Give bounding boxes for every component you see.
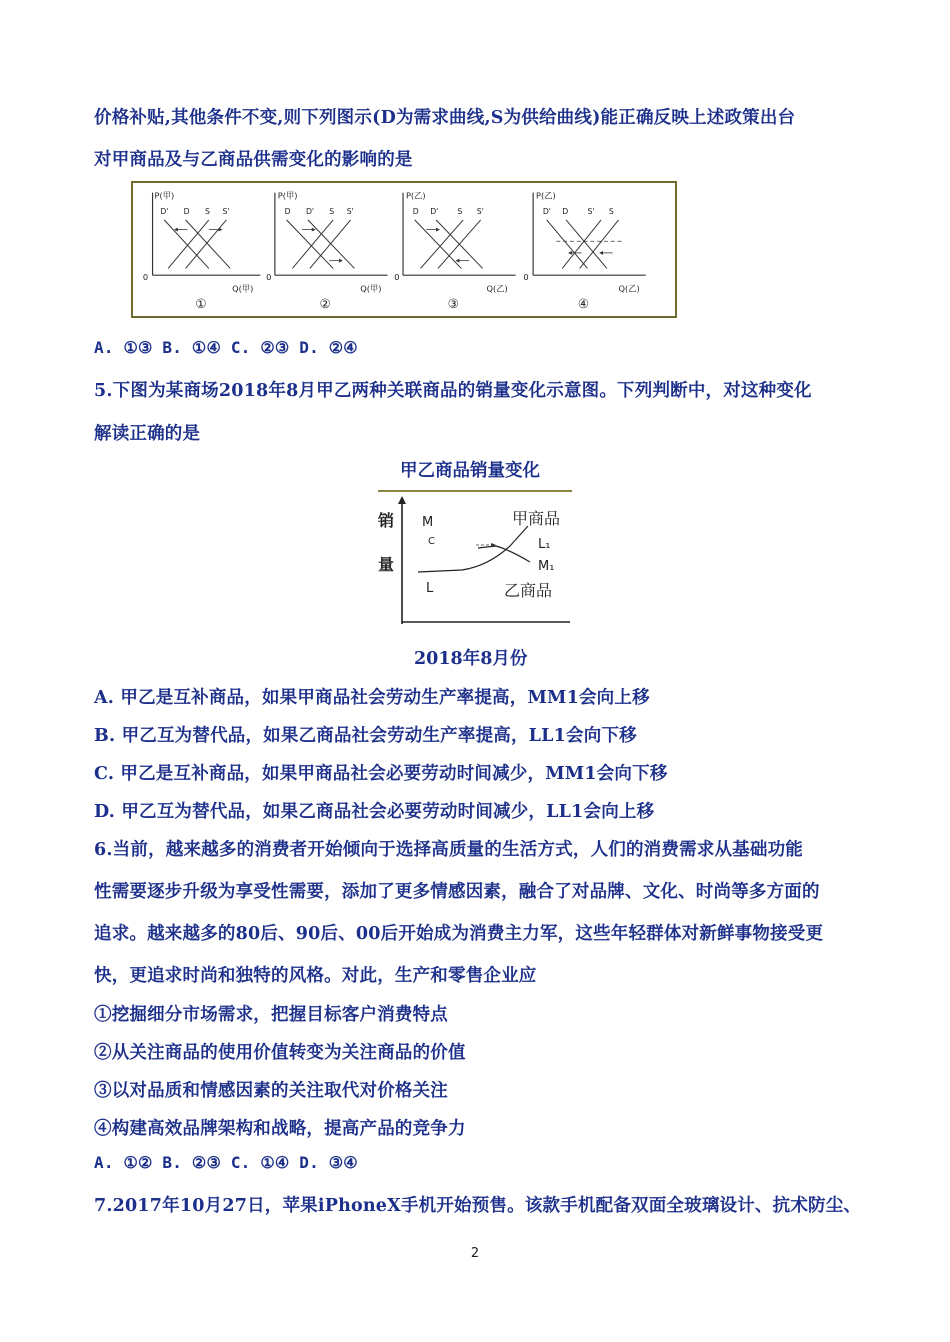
q6-text-line1: 6.当前，越来越多的消费者开始倾向于选择高质量的生活方式，人们的消费需求从基础功能 bbox=[94, 840, 803, 860]
q6-item-2: ②从关注商品的使用价值转变为关注商品的价值 bbox=[94, 1043, 466, 1063]
figure2-xlabel: 2018年8月份 bbox=[414, 649, 528, 669]
panel-4-number: ④ bbox=[577, 296, 590, 312]
panel-3-curve-label-4: S' bbox=[476, 207, 484, 217]
q6-item-1: ①挖掘细分市场需求，把握目标客户消费特点 bbox=[94, 1005, 448, 1025]
panel-3-curve-label-1: D bbox=[412, 207, 419, 217]
q6-options: A. ①② B. ②③ C. ①④ D. ③④ bbox=[94, 1153, 358, 1172]
q5-option-b: B. 甲乙互为替代品，如果乙商品社会劳动生产率提高，LL1会向下移 bbox=[94, 726, 637, 746]
panel-3-ylabel: P(乙) bbox=[405, 190, 426, 201]
panel-2-curve-label-2: D' bbox=[305, 207, 315, 217]
q5-option-d: D. 甲乙互为替代品，如果乙商品社会必要劳动时间减少，LL1会向上移 bbox=[94, 802, 655, 822]
panel-2-number: ② bbox=[319, 296, 331, 312]
panel-3-curve-label-3: S bbox=[457, 207, 463, 217]
q6-text-line4: 快，更追求时尚和独特的风格。对此，生产和零售企业应 bbox=[94, 966, 537, 986]
q5-option-a: A. 甲乙是互补商品，如果甲商品社会劳动生产率提高，MM1会向上移 bbox=[94, 688, 650, 708]
label-M1: M₁ bbox=[538, 559, 555, 574]
panel-4-curve-label-3: S' bbox=[587, 207, 595, 217]
panel-4-xlabel: Q(乙) bbox=[618, 283, 640, 294]
panel-2-curve-label-3: S bbox=[329, 207, 335, 217]
panel-3-number: ③ bbox=[447, 296, 459, 312]
series-a-label: 甲商品 bbox=[512, 509, 561, 528]
panel-1-curve-label-3: S bbox=[204, 207, 210, 217]
panel-4-curve-label-4: S bbox=[608, 207, 614, 217]
panel-4-origin: 0 bbox=[523, 272, 529, 283]
supply-demand-svg bbox=[133, 183, 675, 316]
panel-1-ylabel: P(甲) bbox=[154, 190, 175, 201]
q6-text-line2: 性需要逐步升级为享受性需要，添加了更多情感因素，融合了对品牌、文化、时尚等多方面的 bbox=[94, 882, 820, 902]
panel-2-xlabel: Q(甲) bbox=[360, 283, 382, 294]
panel-3-xlabel: Q(乙) bbox=[486, 283, 508, 294]
q5-option-c: C. 甲乙是互补商品，如果甲商品社会必要劳动时间减少，MM1会向下移 bbox=[94, 764, 668, 784]
q6-text-line3: 追求。越来越多的80后、90后、00后开始成为消费主力军，这些年轻群体对新鲜事物接受更 bbox=[94, 924, 824, 944]
figure2-ylabel-bottom: 量 bbox=[378, 555, 395, 574]
page-number: 2 bbox=[470, 1246, 480, 1261]
panel-4-curve-label-2: D bbox=[562, 207, 569, 217]
panel-3-curve-label-2: D' bbox=[430, 207, 439, 217]
q4-options: A. ①③ B. ①④ C. ②③ D. ②④ bbox=[94, 338, 358, 357]
label-L1: L₁ bbox=[538, 537, 551, 552]
label-C: C bbox=[428, 536, 435, 547]
panel-1-curve-label-4: S' bbox=[222, 207, 230, 217]
panel-1-xlabel: Q(甲) bbox=[232, 283, 254, 294]
q5-text-line2: 解读正确的是 bbox=[94, 424, 201, 444]
label-M: M bbox=[422, 515, 434, 530]
supply-demand-figure bbox=[131, 181, 677, 318]
figure2-title: 甲乙商品销量变化 bbox=[400, 461, 540, 481]
panel-1 bbox=[143, 191, 260, 312]
q6-item-4: ④构建高效品牌架构和战略，提高产品的竞争力 bbox=[94, 1119, 466, 1139]
panel-2-curve-label-1: D bbox=[284, 207, 291, 217]
figure2-ylabel-top: 销 bbox=[378, 511, 395, 530]
panel-4-curve-label-1: D' bbox=[542, 207, 551, 217]
panel-2 bbox=[266, 191, 387, 312]
series-line-m bbox=[478, 546, 530, 562]
panel-1-curve-label-2: D bbox=[183, 207, 190, 217]
q5-text-line1: 5.下图为某商场2018年8月甲乙两种关联商品的销量变化示意图。下列判断中，对这种变化 bbox=[94, 381, 812, 401]
panel-4-ylabel: P(乙) bbox=[536, 190, 556, 201]
sales-change-svg bbox=[370, 488, 580, 628]
y-axis-arrow bbox=[398, 496, 406, 504]
q4-text-line1: 价格补贴,其他条件不变,则下列图示(D为需求曲线,S为供给曲线)能正确反映上述政策出台 bbox=[94, 108, 796, 128]
series-line-l bbox=[418, 526, 528, 572]
panel-2-ylabel: P(甲) bbox=[277, 190, 298, 201]
panel-2-origin: 0 bbox=[266, 272, 272, 283]
panel-3-origin: 0 bbox=[394, 272, 400, 283]
panel-1-curve-label-1: D' bbox=[160, 207, 169, 217]
sales-change-figure bbox=[370, 488, 580, 628]
q4-text-line2: 对甲商品及与乙商品供需变化的影响的是 bbox=[94, 150, 413, 170]
panel-1-origin: 0 bbox=[142, 272, 149, 283]
series-b-label: 乙商品 bbox=[504, 581, 553, 600]
q6-item-3: ③以对品质和情感因素的关注取代对价格关注 bbox=[94, 1081, 448, 1101]
q7-text-line1: 7.2017年10月27日，苹果iPhoneX手机开始预售。该款手机配备双面全玻璃设计、抗术防尘、 bbox=[94, 1196, 862, 1216]
panel-3 bbox=[394, 191, 515, 312]
panel-4 bbox=[523, 191, 645, 312]
panel-2-curve-label-4: S' bbox=[346, 207, 354, 217]
panel-1-number: ① bbox=[195, 296, 207, 312]
label-L: L bbox=[426, 581, 434, 596]
